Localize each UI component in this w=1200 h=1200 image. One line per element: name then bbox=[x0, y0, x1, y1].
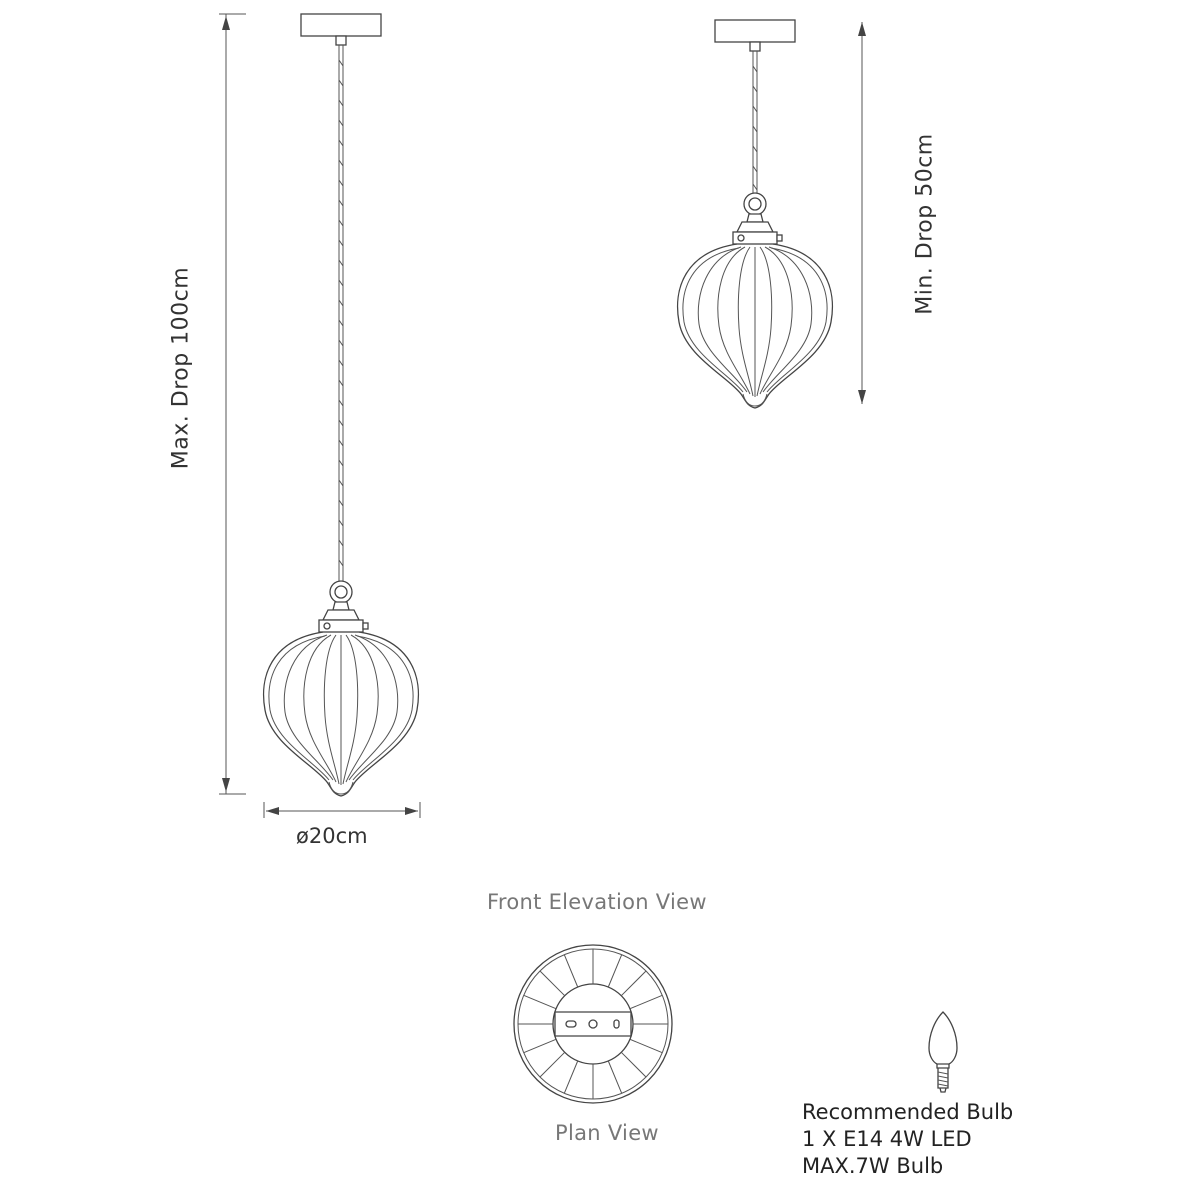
min-drop-dimension bbox=[858, 22, 866, 404]
front-elevation-title: Front Elevation View bbox=[487, 890, 707, 914]
pendant-lamp-icon bbox=[264, 581, 419, 796]
bulb-max: MAX.7W Bulb bbox=[802, 1154, 944, 1178]
diameter-dimension bbox=[264, 802, 420, 818]
ceiling-rose-icon bbox=[301, 14, 381, 45]
plan-view-title: Plan View bbox=[555, 1121, 659, 1145]
max-drop-dimension bbox=[219, 14, 246, 794]
diameter-label: ø20cm bbox=[296, 824, 368, 848]
pendant-lamp-min-drop bbox=[678, 20, 833, 408]
plan-view-icon bbox=[514, 945, 672, 1103]
candle-bulb-icon bbox=[929, 1012, 957, 1092]
min-drop-label: Min. Drop 50cm bbox=[912, 133, 938, 315]
recommended-bulb-info bbox=[802, 1099, 1013, 1180]
max-drop-label: Max. Drop 100cm bbox=[168, 266, 194, 470]
dimension-arrow-icon bbox=[405, 807, 418, 815]
dimension-arrow-icon bbox=[858, 22, 866, 36]
pendant-lamp-max-drop bbox=[264, 14, 419, 796]
dimension-arrow-icon bbox=[222, 778, 230, 792]
bulb-title: Recommended Bulb bbox=[802, 1100, 1014, 1124]
dimension-arrow-icon bbox=[222, 16, 230, 30]
bulb-spec: 1 X E14 4W LED bbox=[802, 1127, 972, 1151]
dimension-arrow-icon bbox=[858, 390, 866, 404]
dimension-arrow-icon bbox=[266, 807, 279, 815]
pendant-lamp-icon bbox=[678, 193, 833, 408]
ceiling-rose-icon bbox=[715, 20, 795, 51]
